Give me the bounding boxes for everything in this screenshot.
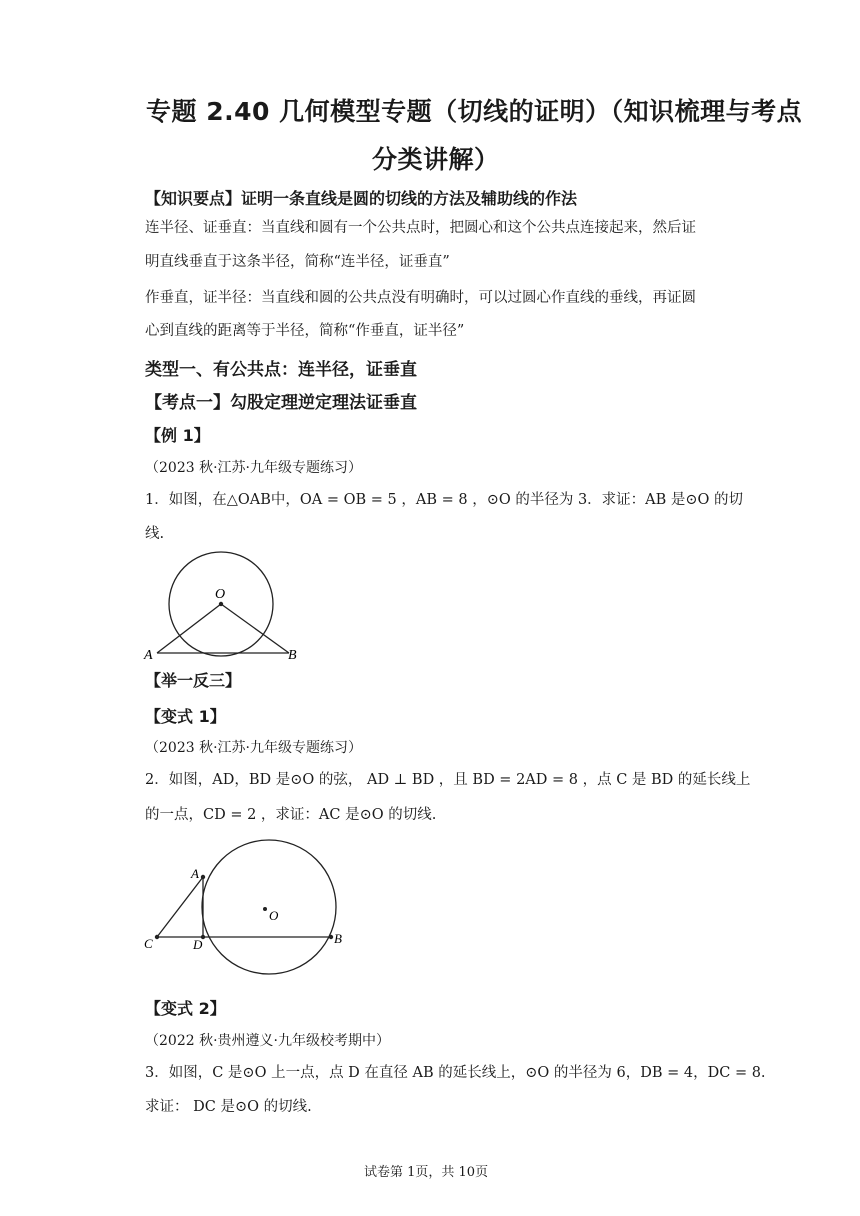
page-title-line1: 专题 2.40 几何模型专题（切线的证明）（知识梳理与考点 bbox=[146, 97, 803, 126]
variant1-problem-line2: 的一点，CD = 2 ，求证：AC 是⊙O 的切线. bbox=[145, 807, 437, 823]
label-b: B bbox=[334, 931, 342, 946]
label-b: B bbox=[288, 648, 297, 663]
label-a: A bbox=[191, 866, 199, 881]
example1-problem-line2: 线. bbox=[145, 526, 165, 542]
point-a bbox=[201, 875, 205, 879]
label-o: O bbox=[215, 587, 226, 602]
variant2-problem-line2: 求证： DC 是⊙O 的切线. bbox=[145, 1099, 312, 1115]
example1-problem-line1: 1．如图，在△OAB中，OA = OB = 5 ，AB = 8 ，⊙O 的半径为 3．求证：AB 是⊙O 的切 bbox=[145, 492, 744, 508]
point-c bbox=[155, 935, 159, 939]
page-title-line2: 分类讲解） bbox=[372, 145, 500, 174]
variant2-source: （2022 秋·贵州遵义·九年级校考期中） bbox=[145, 1033, 390, 1049]
label-a: A bbox=[144, 648, 153, 663]
variant1-problem-line1: 2．如图，AD，BD 是⊙O 的弦， AD ⊥ BD ，且 BD = 2AD = 8 ，点 C 是 BD 的延长线上 bbox=[145, 772, 751, 788]
example1-source: （2023 秋·江苏·九年级专题练习） bbox=[145, 460, 362, 476]
point-b bbox=[329, 935, 333, 939]
variant2-label: 【变式 2】 bbox=[145, 999, 226, 1018]
variant1-figure bbox=[140, 832, 355, 992]
practice-label: 【举一反三】 bbox=[145, 671, 242, 690]
knowledge-para1-line2: 明直线垂直于这条半径，简称“连半径，证垂直” bbox=[145, 254, 450, 270]
knowledge-para2-line2: 心到直线的距离等于半径，简称“作垂直，证半径” bbox=[145, 323, 465, 339]
page-footer: 试卷第 1页，共 10页 bbox=[364, 1165, 489, 1180]
knowledge-para1-line1: 连半径、证垂直：当直线和圆有一个公共点时，把圆心和这个公共点连接起来，然后证 bbox=[145, 220, 696, 236]
label-o: O bbox=[269, 908, 279, 923]
kaodian1-heading: 【考点一】勾股定理逆定理法证垂直 bbox=[145, 393, 417, 413]
knowledge-heading: 【知识要点】证明一条直线是圆的切线的方法及辅助线的作法 bbox=[145, 189, 578, 208]
label-c: C bbox=[144, 936, 153, 951]
example1-label: 【例 1】 bbox=[145, 426, 210, 445]
variant2-problem-line1: 3．如图，C 是⊙O 上一点，点 D 在直径 AB 的延长线上，⊙O 的半径为 6，DB = 4，DC = 8. bbox=[145, 1065, 766, 1081]
variant1-source: （2023 秋·江苏·九年级专题练习） bbox=[145, 740, 362, 756]
segment-ob bbox=[221, 604, 289, 653]
segment-ac bbox=[157, 877, 203, 937]
label-d: D bbox=[193, 937, 203, 952]
circle-o bbox=[202, 840, 336, 974]
point-o bbox=[219, 602, 223, 606]
point-o bbox=[263, 907, 267, 911]
knowledge-para2-line1: 作垂直，证半径：当直线和圆的公共点没有明确时，可以过圆心作直线的垂线，再证圆 bbox=[145, 290, 696, 306]
type1-heading: 类型一、有公共点：连半径，证垂直 bbox=[145, 360, 417, 380]
example1-figure bbox=[140, 545, 310, 667]
variant1-label: 【变式 1】 bbox=[145, 707, 226, 726]
